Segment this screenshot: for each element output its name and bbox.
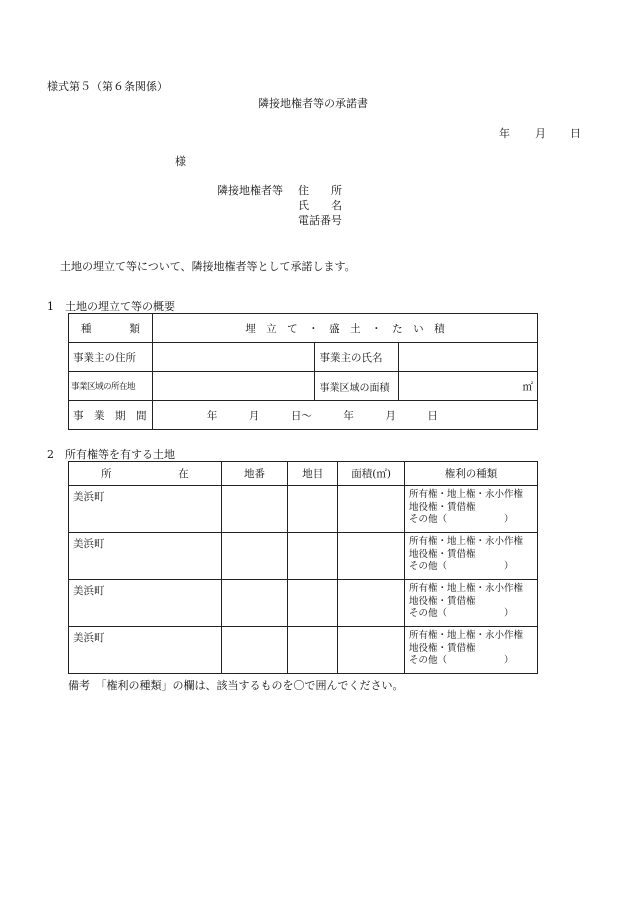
signer-name-label: 氏 名 <box>298 199 342 212</box>
signer-role: 隣接地権者等 <box>217 184 283 197</box>
land-area[interactable] <box>338 486 405 533</box>
rights-line-2: 地役権・賃借権 <box>409 642 476 654</box>
land-rights[interactable] <box>405 580 538 627</box>
land-row <box>69 627 538 674</box>
date-day: 日 <box>570 127 581 140</box>
land-rights[interactable] <box>405 486 538 533</box>
rights-line-1: 所有権・地上権・永小作権 <box>409 536 524 547</box>
owner-name-value[interactable] <box>399 343 538 372</box>
owner-name-label: 事業主の氏名 <box>315 343 399 372</box>
signer-address-label: 住 所 <box>298 184 342 197</box>
consent-statement: 土地の埋立て等について、隣接地権者等として承諾します。 <box>60 260 356 273</box>
section1-heading: 1 土地の埋立て等の概要 <box>47 300 175 313</box>
header-land-type: 地目 <box>288 462 338 486</box>
header-location-a: 所 <box>101 468 112 480</box>
rights-line-3: その他（ ） <box>409 514 514 525</box>
land-location[interactable]: 美浜町 <box>69 486 222 533</box>
land-area[interactable] <box>338 580 405 627</box>
land-area[interactable] <box>338 533 405 580</box>
form-label: 様式第５（第６条関係） <box>47 80 168 93</box>
header-location <box>69 462 222 486</box>
land-row <box>69 486 538 533</box>
land-row <box>69 533 538 580</box>
land-lot[interactable] <box>221 486 288 533</box>
land-lot[interactable] <box>221 533 288 580</box>
area-value[interactable] <box>399 372 538 401</box>
type-value: 埋 立 て ・ 盛 土 ・ た い 積 <box>152 314 537 343</box>
type-label-cell <box>69 314 153 343</box>
date-month: 月 <box>535 127 546 140</box>
rights-line-2: 地役権・賃借権 <box>409 595 476 607</box>
type-label-a: 種 <box>81 322 92 335</box>
rights-line-2: 地役権・賃借権 <box>409 548 476 560</box>
section2-heading: 2 所有権等を有する土地 <box>47 448 175 461</box>
land-type[interactable] <box>288 580 338 627</box>
land-type[interactable] <box>288 486 338 533</box>
land-row <box>69 580 538 627</box>
rights-line-3: その他（ ） <box>409 561 514 572</box>
owner-address-value[interactable] <box>152 343 315 372</box>
type-label-b: 類 <box>129 322 140 335</box>
header-location-b: 在 <box>178 468 189 480</box>
header-lot: 地番 <box>221 462 288 486</box>
rights-line-3: その他（ ） <box>409 608 514 619</box>
period-value[interactable]: 年 月 日～ 年 月 日 <box>152 401 537 430</box>
land-lot[interactable] <box>221 627 288 674</box>
land-rights[interactable] <box>405 627 538 674</box>
land-location[interactable]: 美浜町 <box>69 533 222 580</box>
land-rights-table <box>68 461 538 674</box>
period-label: 事 業 期 間 <box>69 401 153 430</box>
signer-phone-label: 電話番号 <box>298 214 342 227</box>
land-type[interactable] <box>288 533 338 580</box>
date-year: 年 <box>499 127 510 140</box>
land-area[interactable] <box>338 627 405 674</box>
area-unit: ㎡ <box>522 380 533 393</box>
remarks-note: 備考 「権利の種類」の欄は、該当するものを〇で囲んでください。 <box>68 679 404 692</box>
header-area: 面積(㎡) <box>338 462 405 486</box>
rights-line-3: その他（ ） <box>409 655 514 666</box>
land-lot[interactable] <box>221 580 288 627</box>
location-label: 事業区域の所在地 <box>69 372 153 401</box>
land-location[interactable]: 美浜町 <box>69 627 222 674</box>
land-rights[interactable] <box>405 533 538 580</box>
location-value[interactable] <box>152 372 315 401</box>
document-title: 隣接地権者等の承諾書 <box>258 97 368 110</box>
rights-line-1: 所有権・地上権・永小作権 <box>409 583 524 594</box>
area-label: 事業区域の面積 <box>315 372 399 401</box>
addressee-suffix: 様 <box>175 155 186 168</box>
land-location[interactable]: 美浜町 <box>69 580 222 627</box>
owner-address-label: 事業主の住所 <box>69 343 153 372</box>
rights-line-2: 地役権・賃借権 <box>409 501 476 513</box>
rights-line-1: 所有権・地上権・永小作権 <box>409 489 524 500</box>
land-type[interactable] <box>288 627 338 674</box>
rights-line-1: 所有権・地上権・永小作権 <box>409 630 524 641</box>
header-rights: 権利の種類 <box>405 462 538 486</box>
project-summary-table <box>68 313 538 430</box>
